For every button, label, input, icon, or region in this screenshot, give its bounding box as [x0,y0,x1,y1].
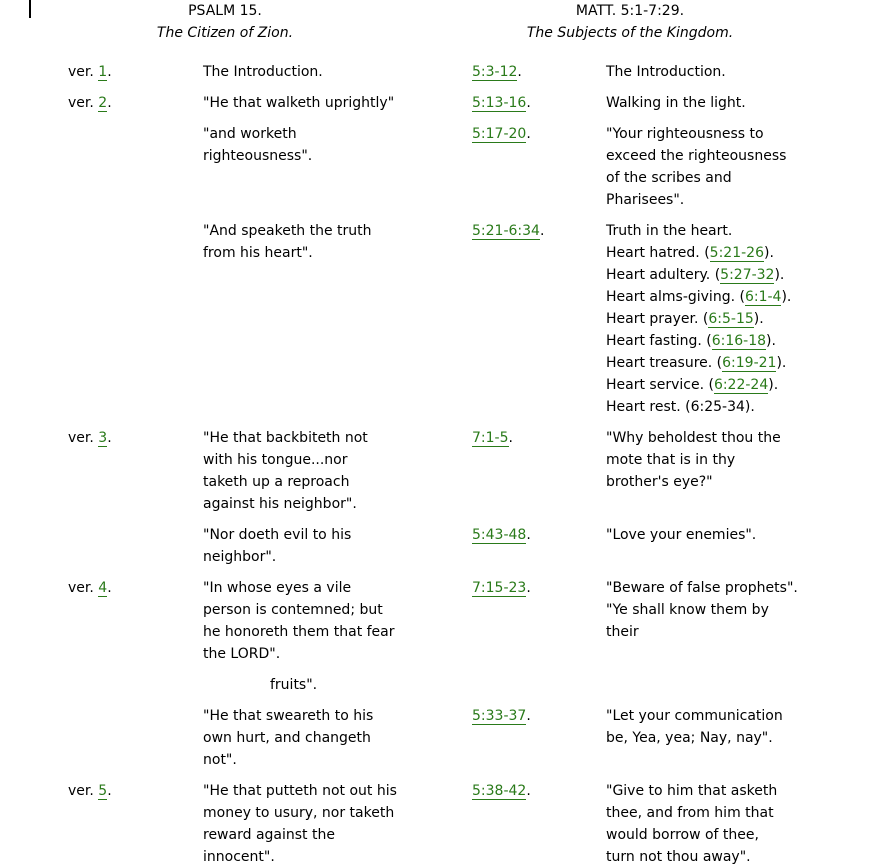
text: "Let your communication [606,708,783,724]
text: Heart rest. (6:25-34). [606,399,755,415]
text-line: righteousness". [203,148,313,164]
scripture-link[interactable]: 2 [98,95,108,111]
matthew-text [606,220,791,418]
text-line [606,705,783,727]
psalm-subtitle: The Citizen of Zion. [156,25,294,41]
psalm-text [203,427,368,515]
text-line: not". [203,752,237,768]
text: Heart prayer. ( [606,311,709,327]
verse-label [68,92,112,114]
text-line [606,427,781,449]
text-line: person is contemned; but [203,602,383,618]
scripture-link[interactable]: 5:33-37 [472,708,527,724]
text: The Introduction. [606,64,726,80]
scripture-link[interactable]: 3 [98,430,108,446]
matthew-text [606,427,781,493]
psalm-title: PSALM 15. [188,3,262,19]
text: "Beware of false prophets". [606,580,798,596]
scripture-link[interactable]: 6:16-18 [711,333,767,349]
text: ). [766,333,776,349]
text-line [606,846,777,868]
verse-label [68,577,112,599]
text-line: taketh up a reproach [203,474,350,490]
scripture-link[interactable]: 5:27-32 [720,267,775,283]
scripture-link[interactable]: 6:5-15 [708,311,754,327]
text: . [526,95,531,111]
text-line: own hurt, and changeth [203,730,371,746]
psalm-text [203,92,394,114]
text: turn not thou away". [606,849,751,865]
verse-label [68,780,112,802]
text-line [606,330,791,352]
text: Heart fasting. ( [606,333,712,349]
text: Truth in the heart. [606,223,733,239]
text: "Your righteousness to [606,126,764,142]
matthew-reference [472,220,544,242]
text: their [606,624,639,640]
text: ). [753,311,764,327]
text-line: against his neighbor". [203,496,357,512]
text-line: "Nor doeth evil to his [203,527,352,543]
text-line: "In whose eyes a vile [203,580,352,596]
scripture-link[interactable]: 5:21-26 [709,245,764,261]
scripture-link[interactable]: 6:19-21 [722,355,777,371]
matthew-text [606,92,746,114]
psalm-text [203,577,395,665]
continuation-text: fruits". [270,677,318,693]
text-line [606,824,777,846]
text: Heart service. ( [606,377,714,393]
matthew-text [606,705,783,749]
matthew-reference [472,577,531,599]
text-line: money to usury, nor taketh [203,805,395,821]
text-line: he honoreth them that fear [203,624,395,640]
text-line: "He that backbiteth not [203,430,368,446]
matthew-text [606,524,756,546]
text: brother's eye?" [606,474,713,490]
text: "Love your enemies". [606,527,757,543]
text: Walking in the light. [606,95,746,111]
text-line [606,242,791,264]
text: "Why beholdest thou the [606,430,781,446]
psalm-text [203,705,373,771]
matthew-header [480,0,780,44]
matthew-reference [472,524,531,546]
psalm-text [203,123,312,167]
text: of the scribes and [606,170,732,186]
text-line [606,189,786,211]
text: ). [763,245,774,261]
text-line: "He that sweareth to his [203,708,374,724]
text-line [606,123,786,145]
text-line: "And speaketh the truth [203,223,372,239]
matthew-reference [472,61,522,83]
text: . [526,783,531,799]
matthew-reference [472,92,531,114]
scripture-link[interactable]: 5 [98,783,108,799]
psalm-text [203,524,351,568]
scripture-link[interactable]: 6:22-24 [713,377,769,393]
text-line [606,396,791,418]
text: exceed the righteousness [606,148,787,164]
text: . [526,708,531,724]
verse-label [68,427,112,449]
text-line [606,802,777,824]
text-line [606,599,798,621]
matthew-text [606,577,798,643]
scripture-link[interactable]: 5:43-48 [472,527,527,543]
text: . [107,95,112,111]
text-line: "and worketh [203,126,297,142]
text-line: The Introduction. [203,64,323,80]
verse-label [68,61,112,83]
text: . [517,64,522,80]
text-line: innocent". [203,849,275,865]
text-line: from his heart". [203,245,313,261]
text-line [606,145,786,167]
text-line [606,352,791,374]
text: ver. [68,580,99,596]
scripture-link[interactable]: 7:1-5 [472,430,509,446]
text: Heart hatred. ( [606,245,710,261]
text: . [107,430,112,446]
text: ). [781,289,792,305]
matthew-reference [472,705,531,727]
scripture-link[interactable]: 1 [98,64,108,80]
scripture-link[interactable]: 5:13-16 [472,95,527,111]
matthew-reference [472,780,531,802]
scripture-link[interactable]: 5:21-6:34 [472,223,540,239]
text: . [526,527,531,543]
psalm-text [203,61,323,83]
matthew-title: MATT. 5:1-7:29. [575,3,685,19]
text: Heart treasure. ( [606,355,723,371]
text: . [107,580,112,596]
text: ver. [68,64,99,80]
matthew-text [606,123,786,211]
text: thee, and from him that [606,805,774,821]
text: Pharisees". [606,192,685,208]
text-line [606,264,791,286]
text: mote that is in thy [606,452,736,468]
text-line [606,92,746,114]
text-line: with his tongue...nor [203,452,348,468]
scripture-link[interactable]: 4 [98,580,108,596]
scripture-link[interactable]: 5:38-42 [472,783,527,799]
text-line [606,727,783,749]
psalm-text [203,780,397,868]
matthew-reference [472,123,531,145]
text-line [606,167,786,189]
psalm-text [203,220,372,264]
text: . [107,64,112,80]
matthew-text [606,780,777,868]
text: "Ye shall know them by [606,602,769,618]
scripture-link[interactable]: 5:3-12 [472,64,518,80]
text: Heart alms-giving. ( [606,289,745,305]
matthew-text [606,61,726,83]
text: ). [768,377,779,393]
text: ). [774,267,785,283]
text-line [606,449,781,471]
text-line [606,524,756,546]
text: ver. [68,430,99,446]
text: would borrow of thee, [606,827,759,843]
psalm-header [125,0,325,44]
scripture-link[interactable]: 7:15-23 [472,580,527,596]
text: . [107,783,112,799]
text: . [539,223,545,239]
matthew-reference [472,427,513,449]
text-line: reward against the [203,827,335,843]
text-line: the LORD". [203,646,281,662]
matthew-subtitle: The Subjects of the Kingdom. [526,25,734,41]
scripture-link[interactable]: 5:17-20 [472,126,527,142]
text-line [606,220,791,242]
text-line [606,61,726,83]
text: ver. [68,95,99,111]
scripture-link[interactable]: 6:1-4 [744,289,782,305]
text-line: "He that walketh uprightly" [203,95,395,111]
text-line [606,621,798,643]
text-line [606,471,781,493]
text-line [606,780,777,802]
text-cursor [29,0,31,18]
text: ver. [68,783,99,799]
text: ). [776,355,787,371]
text: be, Yea, yea; Nay, nay". [606,730,773,746]
text: . [526,580,531,596]
text-line: "He that putteth not out his [203,783,397,799]
text: Heart adultery. ( [606,267,721,283]
text: "Give to him that asketh [606,783,778,799]
text-line: neighbor". [203,549,277,565]
text: . [526,126,531,142]
text-line [606,286,791,308]
text-line [606,577,798,599]
text: . [508,430,513,446]
text-line [606,308,791,330]
text-line [606,374,791,396]
